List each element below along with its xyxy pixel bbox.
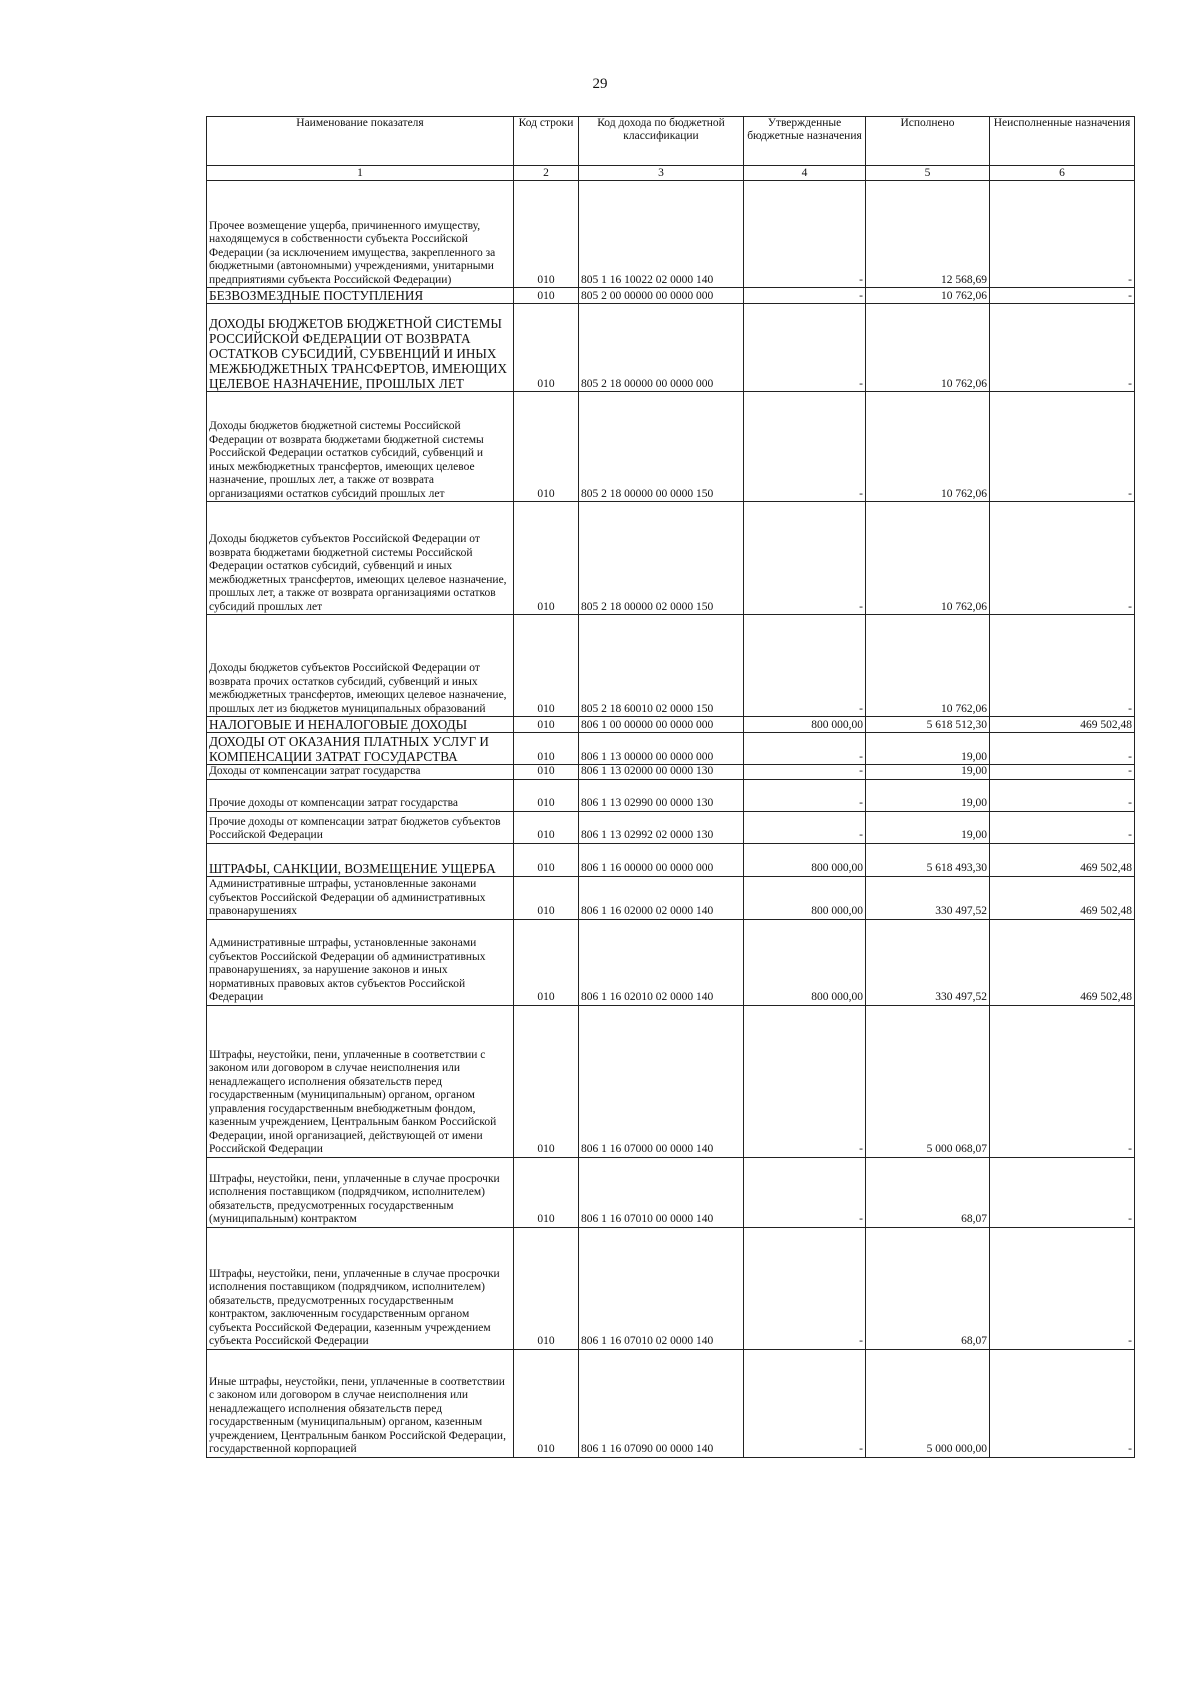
executed-amount-cell: 10 762,06 <box>866 288 990 304</box>
income-code-cell: 806 1 13 00000 00 0000 000 <box>579 733 744 765</box>
line-code-cell: 010 <box>514 288 579 304</box>
column-number: 5 <box>866 166 990 181</box>
income-code-cell: 806 1 16 07010 02 0000 140 <box>579 1227 744 1349</box>
table-row <box>207 1005 1135 1157</box>
column-number: 4 <box>744 166 866 181</box>
indicator-name-cell: Доходы бюджетов субъектов Российской Федерации от возврата бюджетами бюджетной системы Российской Федерации остатков субсидий, субвенций и иных межбюджетных трансфертов, имеющих целевое назначение, прошлых лет, а также от возврата организациями остатков субсидий прошлых лет <box>207 502 514 615</box>
header-executed: Исполнено <box>866 117 990 166</box>
executed-amount-cell: 5 000 068,07 <box>866 1005 990 1157</box>
executed-amount-cell: 19,00 <box>866 765 990 779</box>
header-unexecuted: Неисполненные назначения <box>990 117 1135 166</box>
line-code-cell: 010 <box>514 876 579 919</box>
approved-amount-cell: 800 000,00 <box>744 717 866 733</box>
indicator-name-cell: Штрафы, неустойки, пени, уплаченные в случае просрочки исполнения поставщиком (подрядчиком, исполнителем) обязательств, предусмотренных государственным контрактом, заключенным государственным органом субъекта Российской Федерации, казенным учреждением субъекта Российской Федерации <box>207 1227 514 1349</box>
unexecuted-amount-cell: - <box>990 304 1135 392</box>
table-row <box>207 765 1135 779</box>
unexecuted-amount-cell: - <box>990 288 1135 304</box>
line-code-cell: 010 <box>514 392 579 502</box>
income-code-cell: 806 1 16 00000 00 0000 000 <box>579 843 744 876</box>
column-number: 2 <box>514 166 579 181</box>
indicator-name-cell: ДОХОДЫ ОТ ОКАЗАНИЯ ПЛАТНЫХ УСЛУГ И КОМПЕНСАЦИИ ЗАТРАТ ГОСУДАРСТВА <box>207 733 514 765</box>
executed-amount-cell: 68,07 <box>866 1227 990 1349</box>
table-row <box>207 615 1135 717</box>
line-code-cell: 010 <box>514 1349 579 1457</box>
indicator-name-cell: ШТРАФЫ, САНКЦИИ, ВОЗМЕЩЕНИЕ УЩЕРБА <box>207 843 514 876</box>
executed-amount-cell: 10 762,06 <box>866 615 990 717</box>
unexecuted-amount-cell: - <box>990 392 1135 502</box>
executed-amount-cell: 10 762,06 <box>866 392 990 502</box>
approved-amount-cell: - <box>744 779 866 811</box>
executed-amount-cell: 5 000 000,00 <box>866 1349 990 1457</box>
approved-amount-cell: 800 000,00 <box>744 919 866 1005</box>
approved-amount-cell: 800 000,00 <box>744 843 866 876</box>
indicator-name-cell: Прочее возмещение ущерба, причиненного имуществу, находящемуся в собственности субъекта Российской Федерации (за исключением имущества, закрепленного за бюджетными (автономными) учреждениями, унитарными предприятиями субъекта Российской Федерации) <box>207 181 514 288</box>
unexecuted-amount-cell: - <box>990 1227 1135 1349</box>
income-code-cell: 805 2 00 00000 00 0000 000 <box>579 288 744 304</box>
executed-amount-cell: 330 497,52 <box>866 919 990 1005</box>
line-code-cell: 010 <box>514 717 579 733</box>
unexecuted-amount-cell: 469 502,48 <box>990 717 1135 733</box>
indicator-name-cell: Штрафы, неустойки, пени, уплаченные в соответствии с законом или договором в случае неисполнения или ненадлежащего исполнения обязательств перед государственным (муниципальным) органом, органом управления государственным внебюджетным фондом, казенным учреждением, Центральным банком Российской Федерации, иной организацией, действующей от имени Российской Федерации <box>207 1005 514 1157</box>
table-row <box>207 392 1135 502</box>
line-code-cell: 010 <box>514 811 579 843</box>
unexecuted-amount-cell: - <box>990 1157 1135 1227</box>
table-row <box>207 181 1135 288</box>
table-row <box>207 1227 1135 1349</box>
unexecuted-amount-cell: - <box>990 1005 1135 1157</box>
unexecuted-amount-cell: - <box>990 181 1135 288</box>
approved-amount-cell: - <box>744 1157 866 1227</box>
line-code-cell: 010 <box>514 304 579 392</box>
header-line-code: Код строки <box>514 117 579 166</box>
approved-amount-cell: - <box>744 615 866 717</box>
income-code-cell: 806 1 16 02010 02 0000 140 <box>579 919 744 1005</box>
line-code-cell: 010 <box>514 765 579 779</box>
table-row <box>207 843 1135 876</box>
line-code-cell: 010 <box>514 1157 579 1227</box>
table-row <box>207 733 1135 765</box>
unexecuted-amount-cell: - <box>990 765 1135 779</box>
table-row <box>207 304 1135 392</box>
executed-amount-cell: 5 618 493,30 <box>866 843 990 876</box>
income-code-cell: 806 1 00 00000 00 0000 000 <box>579 717 744 733</box>
column-number: 6 <box>990 166 1135 181</box>
unexecuted-amount-cell: - <box>990 1349 1135 1457</box>
executed-amount-cell: 12 568,69 <box>866 181 990 288</box>
indicator-name-cell: ДОХОДЫ БЮДЖЕТОВ БЮДЖЕТНОЙ СИСТЕМЫ РОССИЙСКОЙ ФЕДЕРАЦИИ ОТ ВОЗВРАТА ОСТАТКОВ СУБСИДИЙ, СУБВЕНЦИЙ И ИНЫХ МЕЖБЮДЖЕТНЫХ ТРАНСФЕРТОВ, ИМЕЮЩИХ ЦЕЛЕВОЕ НАЗНАЧЕНИЕ, ПРОШЛЫХ ЛЕТ <box>207 304 514 392</box>
line-code-cell: 010 <box>514 733 579 765</box>
table-row <box>207 919 1135 1005</box>
table-row <box>207 779 1135 811</box>
income-code-cell: 806 1 16 02000 02 0000 140 <box>579 876 744 919</box>
approved-amount-cell: - <box>744 765 866 779</box>
income-report-table <box>206 116 1135 1458</box>
table-row <box>207 1157 1135 1227</box>
header-indicator-name: Наименование показателя <box>207 117 514 166</box>
approved-amount-cell: - <box>744 392 866 502</box>
line-code-cell: 010 <box>514 919 579 1005</box>
table-row <box>207 502 1135 615</box>
unexecuted-amount-cell: - <box>990 779 1135 811</box>
executed-amount-cell: 19,00 <box>866 779 990 811</box>
page-number: 29 <box>592 76 608 92</box>
unexecuted-amount-cell: - <box>990 811 1135 843</box>
unexecuted-amount-cell: 469 502,48 <box>990 843 1135 876</box>
indicator-name-cell: Доходы от компенсации затрат государства <box>207 765 514 779</box>
income-code-cell: 806 1 16 07090 00 0000 140 <box>579 1349 744 1457</box>
executed-amount-cell: 10 762,06 <box>866 502 990 615</box>
income-code-cell: 806 1 16 07000 00 0000 140 <box>579 1005 744 1157</box>
indicator-name-cell: Доходы бюджетов бюджетной системы Российской Федерации от возврата бюджетами бюджетной системы Российской Федерации остатков субсидий, субвенций и иных межбюджетных трансфертов, имеющих целевое назначение, прошлых лет, а также от возврата организациями остатков субсидий прошлых лет <box>207 392 514 502</box>
table-body <box>207 181 1135 1458</box>
income-code-cell: 806 1 13 02000 00 0000 130 <box>579 765 744 779</box>
executed-amount-cell: 19,00 <box>866 733 990 765</box>
column-number-row <box>207 166 1135 181</box>
unexecuted-amount-cell: - <box>990 502 1135 615</box>
indicator-name-cell: Прочие доходы от компенсации затрат государства <box>207 779 514 811</box>
income-code-cell: 806 1 13 02990 00 0000 130 <box>579 779 744 811</box>
approved-amount-cell: - <box>744 811 866 843</box>
table-row <box>207 1349 1135 1457</box>
income-code-cell: 805 2 18 00000 00 0000 150 <box>579 392 744 502</box>
table-row <box>207 876 1135 919</box>
income-code-cell: 806 1 13 02992 02 0000 130 <box>579 811 744 843</box>
unexecuted-amount-cell: - <box>990 733 1135 765</box>
executed-amount-cell: 330 497,52 <box>866 876 990 919</box>
indicator-name-cell: Штрафы, неустойки, пени, уплаченные в случае просрочки исполнения поставщиком (подрядчиком, исполнителем) обязательств, предусмотренных государственным (муниципальным) контрактом <box>207 1157 514 1227</box>
column-number: 3 <box>579 166 744 181</box>
indicator-name-cell: Иные штрафы, неустойки, пени, уплаченные в соответствии с законом или договором в случае неисполнения или ненадлежащего исполнения обязательств перед государственным (муниципальным) органом, казенным учреждением, Центральным банком Российской Федерации, государственной корпорацией <box>207 1349 514 1457</box>
income-code-cell: 805 2 18 60010 02 0000 150 <box>579 615 744 717</box>
line-code-cell: 010 <box>514 843 579 876</box>
unexecuted-amount-cell: 469 502,48 <box>990 919 1135 1005</box>
table-row <box>207 811 1135 843</box>
unexecuted-amount-cell: 469 502,48 <box>990 876 1135 919</box>
approved-amount-cell: - <box>744 1227 866 1349</box>
header-approved: Утвержденные бюджетные назначения <box>744 117 866 166</box>
table-row <box>207 288 1135 304</box>
unexecuted-amount-cell: - <box>990 615 1135 717</box>
indicator-name-cell: Прочие доходы от компенсации затрат бюджетов субъектов Российской Федерации <box>207 811 514 843</box>
header-row <box>207 117 1135 166</box>
indicator-name-cell: Доходы бюджетов субъектов Российской Федерации от возврата прочих остатков субсидий, субвенций и иных межбюджетных трансфертов, имеющих целевое назначение, прошлых лет из бюджетов муниципальных образований <box>207 615 514 717</box>
income-code-cell: 805 1 16 10022 02 0000 140 <box>579 181 744 288</box>
approved-amount-cell: - <box>744 502 866 615</box>
approved-amount-cell: 800 000,00 <box>744 876 866 919</box>
approved-amount-cell: - <box>744 733 866 765</box>
indicator-name-cell: Административные штрафы, установленные законами субъектов Российской Федерации об административных правонарушениях <box>207 876 514 919</box>
line-code-cell: 010 <box>514 502 579 615</box>
income-code-cell: 805 2 18 00000 02 0000 150 <box>579 502 744 615</box>
indicator-name-cell: БЕЗВОЗМЕЗДНЫЕ ПОСТУПЛЕНИЯ <box>207 288 514 304</box>
approved-amount-cell: - <box>744 1005 866 1157</box>
approved-amount-cell: - <box>744 304 866 392</box>
executed-amount-cell: 5 618 512,30 <box>866 717 990 733</box>
income-code-cell: 806 1 16 07010 00 0000 140 <box>579 1157 744 1227</box>
income-code-cell: 805 2 18 00000 00 0000 000 <box>579 304 744 392</box>
approved-amount-cell: - <box>744 1349 866 1457</box>
indicator-name-cell: НАЛОГОВЫЕ И НЕНАЛОГОВЫЕ ДОХОДЫ <box>207 717 514 733</box>
approved-amount-cell: - <box>744 181 866 288</box>
header-income-code: Код дохода по бюджетной классификации <box>579 117 744 166</box>
line-code-cell: 010 <box>514 779 579 811</box>
executed-amount-cell: 10 762,06 <box>866 304 990 392</box>
indicator-name-cell: Административные штрафы, установленные законами субъектов Российской Федерации об административных правонарушениях, за нарушение законов и иных нормативных правовых актов субъектов Российской Федерации <box>207 919 514 1005</box>
executed-amount-cell: 19,00 <box>866 811 990 843</box>
line-code-cell: 010 <box>514 1227 579 1349</box>
column-number: 1 <box>207 166 514 181</box>
line-code-cell: 010 <box>514 1005 579 1157</box>
table-row <box>207 717 1135 733</box>
executed-amount-cell: 68,07 <box>866 1157 990 1227</box>
approved-amount-cell: - <box>744 288 866 304</box>
line-code-cell: 010 <box>514 615 579 717</box>
line-code-cell: 010 <box>514 181 579 288</box>
